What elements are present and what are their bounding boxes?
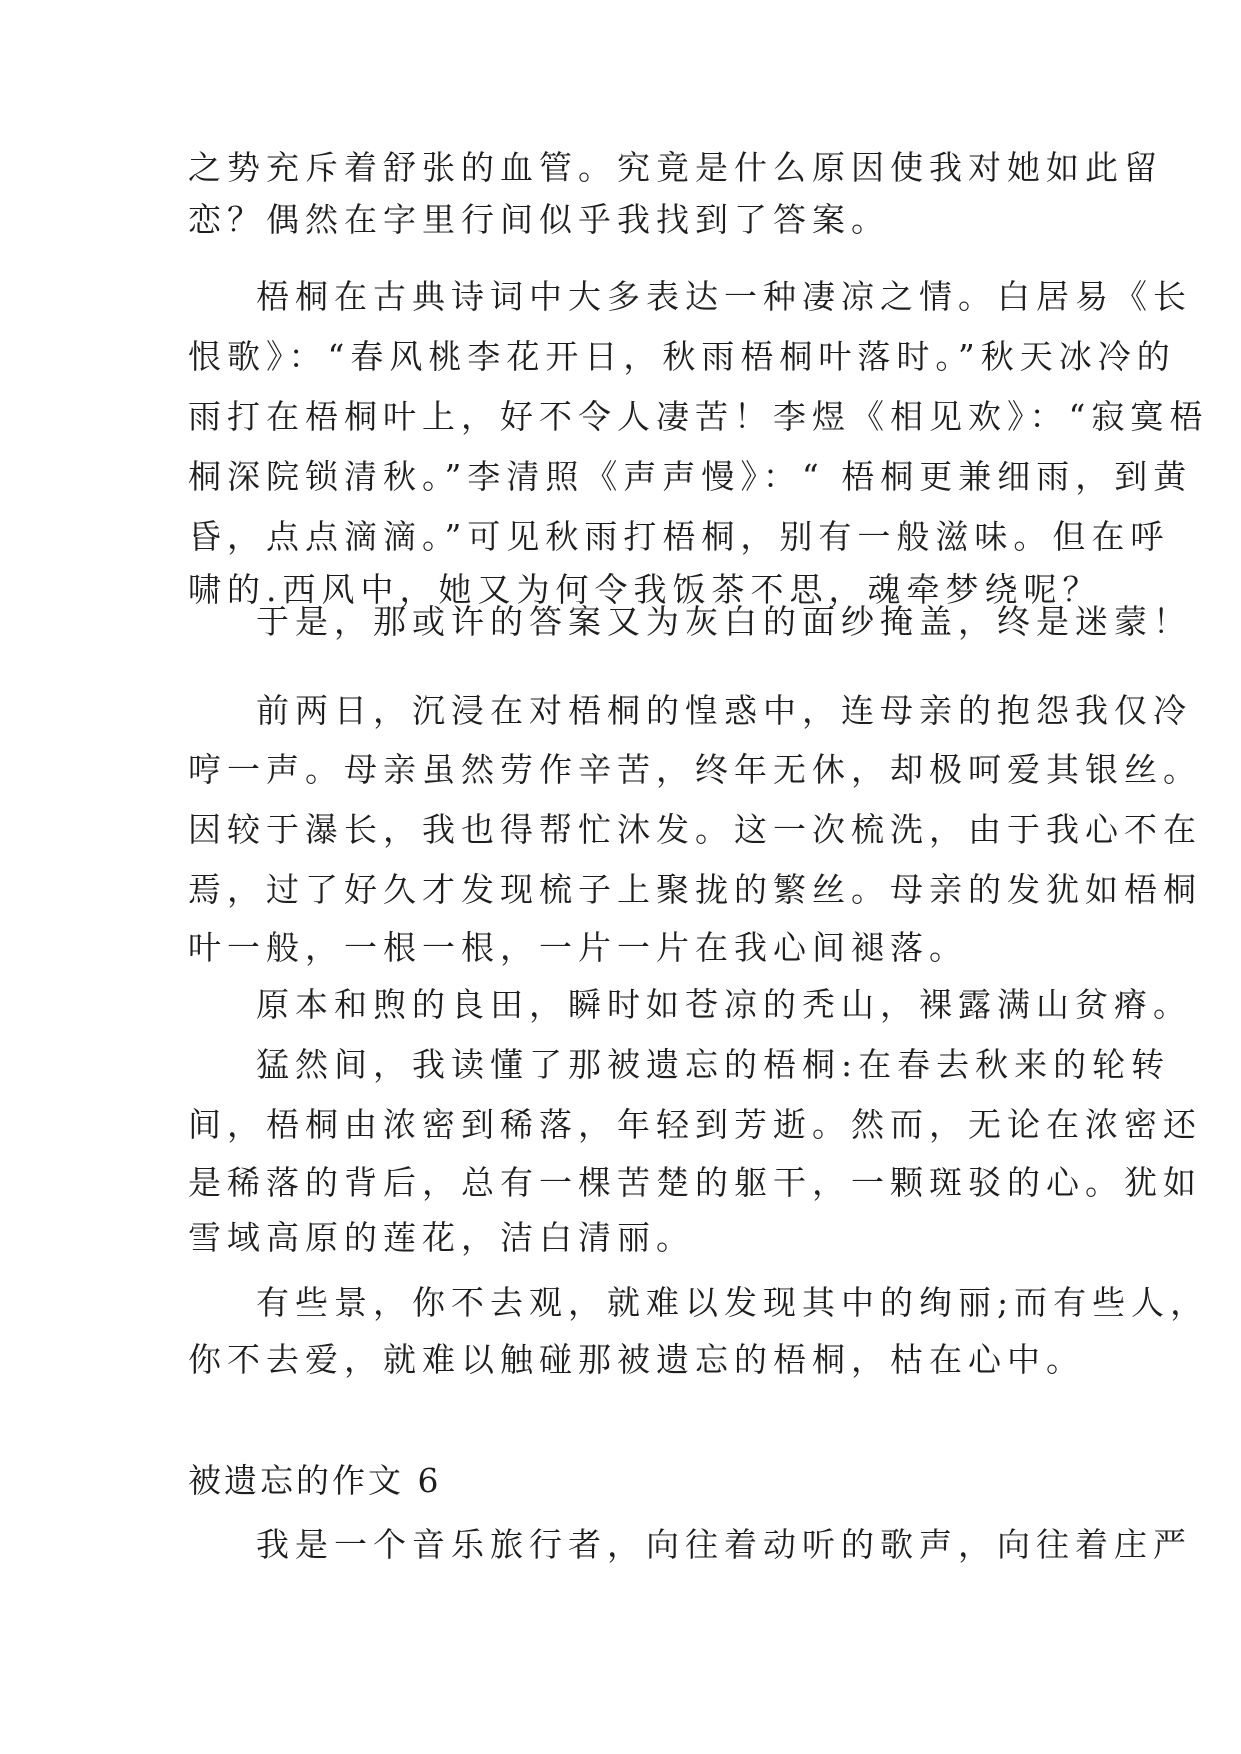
text-line: 叶一般，一根一根，一片一片在我心间褪落。 <box>188 928 968 967</box>
text-line: 我是一个音乐旅行者，向往着动听的歌声，向往着庄严 <box>256 1525 1192 1564</box>
text-line: 桐深院锁清秋。”李清照《声声慢》：“ 梧桐更兼细雨，到黄 <box>188 457 1193 496</box>
text-line: 间，梧桐由浓密到稀落，年轻到芳逝。然而，无论在浓密还 <box>188 1105 1202 1144</box>
text-line: 猛然间，我读懂了那被遗忘的梧桐:在春去秋来的轮转 <box>256 1045 1171 1084</box>
text-line: 于是，那或许的答案又为灰白的面纱掩盖，终是迷蒙！ <box>256 602 1192 641</box>
text-line: 恋？偶然在字里行间似乎我找到了答案。 <box>188 200 890 239</box>
text-line: 啸的.西风中，她又为何令我饭茶不思，魂牵梦绕呢？ <box>188 570 1102 609</box>
text-line: 因较于瀑长，我也得帮忙沐发。这一次梳洗，由于我心不在 <box>188 810 1202 849</box>
text-line: 之势充斥着舒张的血管。究竟是什么原因使我对她如此留 <box>188 148 1163 187</box>
text-line: 原本和煦的良田，瞬时如苍凉的秃山，裸露满山贫瘠。 <box>256 985 1192 1024</box>
text-line: 哼一声。母亲虽然劳作辛苦，终年无休，却极呵爱其银丝。 <box>188 750 1202 789</box>
text-line: 是稀落的背后，总有一棵苦楚的躯干，一颗斑驳的心。犹如 <box>188 1163 1202 1202</box>
text-line: 梧桐在古典诗词中大多表达一种凄凉之情。白居易《长 <box>256 277 1192 316</box>
text-line: 你不去爱，就难以触碰那被遗忘的梧桐，枯在心中。 <box>188 1340 1085 1379</box>
text-line: 有些景，你不去观，就难以发现其中的绚丽;而有些人， <box>256 1283 1210 1322</box>
text-line: 前两日，沉浸在对梧桐的惶惑中，连母亲的抱怨我仅冷 <box>256 691 1192 730</box>
text-line: 雪域高原的莲花，洁白清丽。 <box>188 1218 695 1257</box>
text-line: 昏，点点滴滴。”可见秋雨打梧桐，别有一般滋味。但在呼 <box>188 517 1170 556</box>
section-heading: 被遗忘的作文 6 <box>188 1461 442 1500</box>
text-line: 焉，过了好久才发现梳子上聚拢的繁丝。母亲的发犹如梧桐 <box>188 870 1202 909</box>
text-line: 恨歌》：“春风桃李花开日，秋雨梧桐叶落时。”秋天冰冷的 <box>188 337 1176 376</box>
text-line: 雨打在梧桐叶上，好不令人凄苦！李煜《相见欢》：“寂寞梧 <box>188 397 1209 436</box>
